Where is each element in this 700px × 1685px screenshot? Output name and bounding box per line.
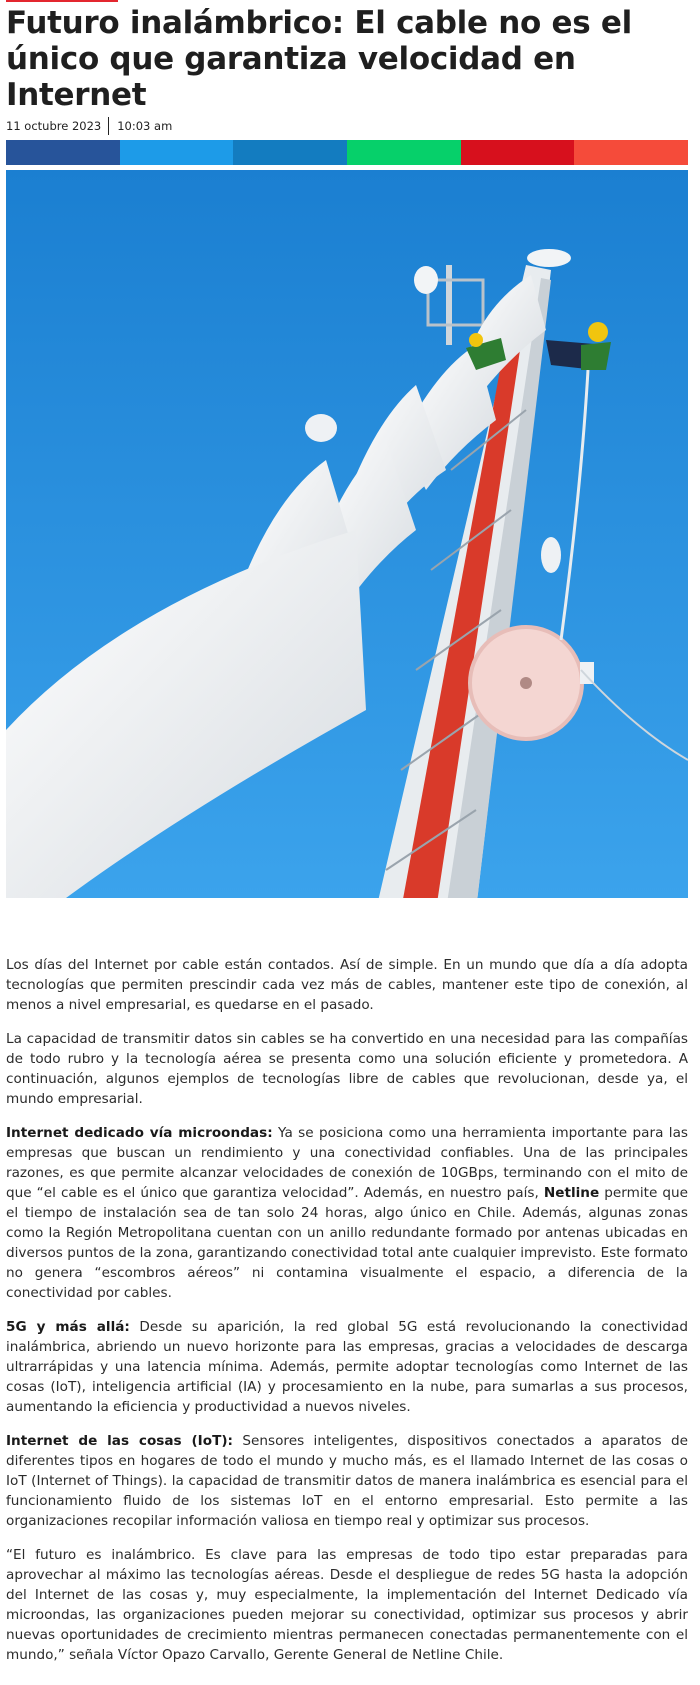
brand-color-bar	[6, 140, 688, 165]
paragraph	[6, 1029, 688, 1109]
paragraph	[6, 1545, 688, 1665]
paragraph	[6, 1431, 688, 1531]
color-segment	[6, 140, 120, 165]
paragraph-text: “El futuro es inalámbrico. Es clave para las empresas de todo tipo estar preparadas para aprovechar al máximo las tecnologías aéreas. Desde el despliegue de redes 5G hasta la adopción del Internet de las cosas y, muy especialmente, la implementación del Internet Dedicado vía microondas, las organizaciones pueden mejorar su conectividad, optimizar sus procesos y abrir nuevas oportunidades de crecimiento mientras permanecen conectadas permanentemente con el mundo,” señala Víctor Opazo Carvallo, Gerente General de Netline Chile.	[6, 1547, 688, 1663]
paragraph-lead: Internet dedicado vía microondas:	[6, 1125, 273, 1141]
paragraph-text: permite que el tiempo de instalación sea de tan solo 24 horas, algo único en Chile. Además, algunas zonas como la Región Metropolitana cuentan con un anillo redundante formado por antenas ubicadas en diversos puntos de la zona, garantizando conectividad total ante cualquier imprevisto. Este formato no genera “escombros aéreos” ni contamina visualmente el espacio, a diferencia de la conectividad por cables.	[6, 1185, 688, 1301]
paragraph-lead: 5G y más allá:	[6, 1319, 130, 1335]
paragraph-text: Desde su aparición, la red global 5G está revolucionando la conectividad inalámbrica, abriendo un nuevo horizonte para las empresas, gracias a velocidades de descarga ultrarrápidas y una latencia mínima. Además, permite adoptar tecnologías como Internet de las cosas (IoT), inteligencia artificial (IA) y procesamiento en la nube, para sumarlas a sus procesos, aumentando la eficiencia y productividad a nuevos niveles.	[6, 1319, 688, 1415]
article-time: 10:03 am	[117, 119, 173, 133]
paragraph-text: Sensores inteligentes, dispositivos conectados a aparatos de diferentes tipos en hogares de todo el mundo y mucho más, es el llamado Internet de las cosas o IoT (Internet of Things). la capacidad de transmitir datos de manera inalámbrica es esencial para el funcionamiento fluido de los sistemas IoT en el entorno empresarial. Esto permite a las organizaciones recopilar información valiosa en tiempo real y optimizar sus procesos.	[6, 1433, 688, 1529]
paragraph	[6, 1123, 688, 1303]
article	[6, 0, 688, 1679]
paragraph-text: La capacidad de transmitir datos sin cables se ha convertido en una necesidad para las compañías de todo rubro y la tecnología aérea se presenta como una solución eficiente y prometedora. A continuación, algunos ejemplos de tecnologías libre de cables que revolucionan, desde ya, el mundo empresarial.	[6, 1031, 688, 1107]
article-meta	[6, 117, 688, 135]
article-date: 11 octubre 2023	[6, 119, 102, 133]
color-segment	[233, 140, 347, 165]
color-segment	[461, 140, 575, 165]
telecom-tower-illustration	[6, 170, 688, 898]
paragraph	[6, 1317, 688, 1417]
hero-image-telecom-tower	[6, 170, 688, 898]
color-segment	[120, 140, 234, 165]
paragraph	[6, 955, 688, 1015]
brand-name: Netline	[543, 1185, 600, 1201]
paragraph-lead: Internet de las cosas (IoT):	[6, 1433, 233, 1449]
color-segment	[347, 140, 461, 165]
article-body	[6, 955, 688, 1665]
article-title: Futuro inalámbrico: El cable no es el único que garantiza velocidad en Internet	[6, 5, 632, 113]
meta-divider	[108, 117, 109, 135]
paragraph-text: Los días del Internet por cable están contados. Así de simple. En un mundo que día a día adopta tecnologías que permiten prescindir cada vez más de cables, mantener este tipo de conexión, al menos a nivel empresarial, es quedarse en el pasado.	[6, 957, 688, 1013]
color-segment	[574, 140, 688, 165]
paragraph-text: Ya se posiciona como una herramienta importante para las empresas que buscan un rendimiento y una conectividad confiables. Una de las principales razones, es que permite alcanzar velocidades de conexión de 10GBps, terminando con el mito de que “el cable es el único que garantiza velocidad”. Además, en nuestro país,	[6, 1125, 688, 1201]
